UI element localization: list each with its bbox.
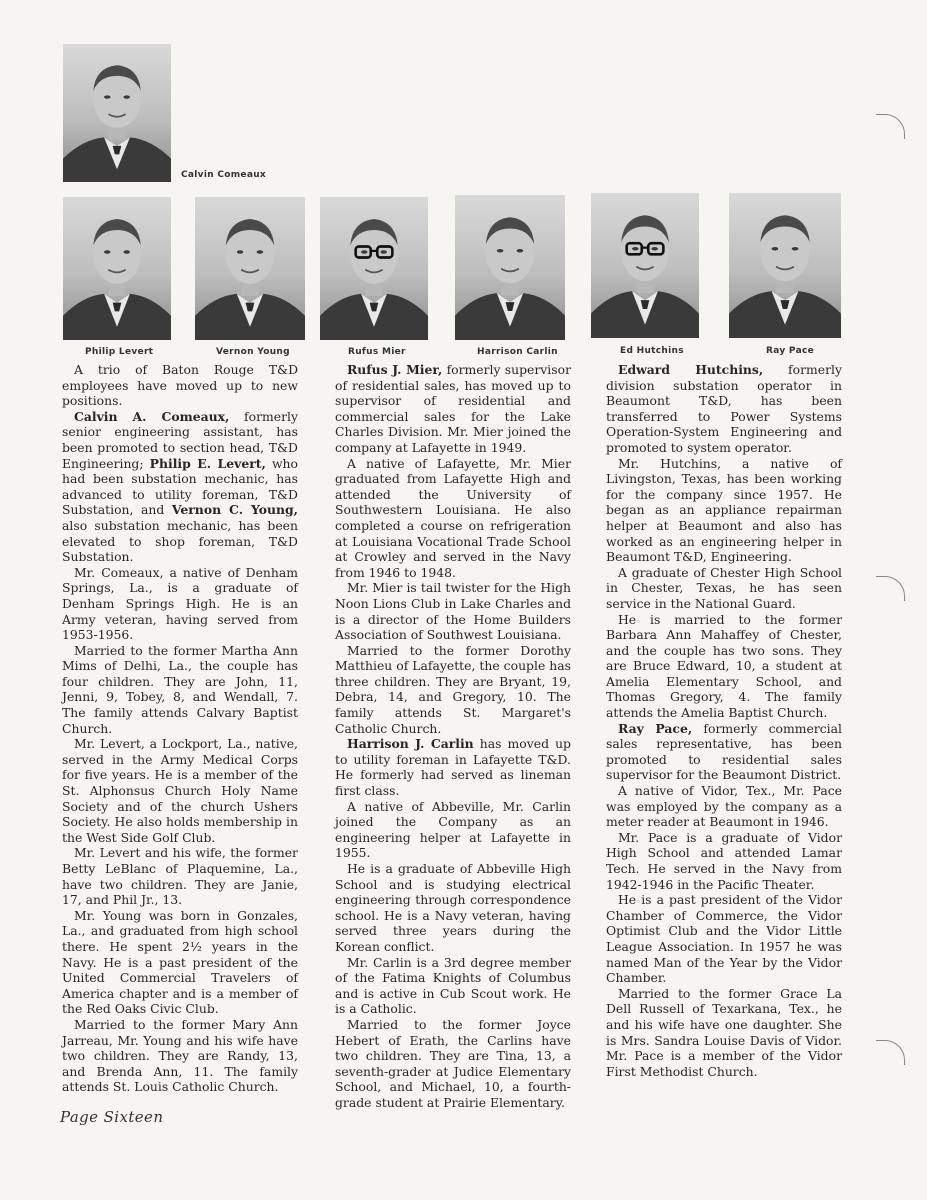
paragraph: He is married to the former Barbara Ann Mahaffey of Chester, and the couple has two sons. They are Bruce Edward, 10, a student at Amelia Elementary School, and Thomas Gregory, 4. The family attends the Amelia Baptist Church. xyxy=(606,611,842,721)
paragraph: Mr. Levert and his wife, the former Betty LeBlanc of Plaquemine, La., have two children. They are Janie, 17, and Phil Jr., 13. xyxy=(62,845,298,908)
portrait-image xyxy=(320,197,428,340)
photo-ray-pace xyxy=(729,193,841,338)
caption-philip-levert: Philip Levert xyxy=(85,347,154,357)
paragraph: Married to the former Dorothy Matthieu of Lafayette, the couple has three children. They are Bryant, 19, Debra, 14, and Gregory, 10. The family attends St. Margaret's Catholic Church. xyxy=(335,642,571,736)
paragraph: Harrison J. Carlin has moved up to utility foreman in Lafayette T&D. He formerly had served as lineman first class. xyxy=(335,736,571,799)
binder-mark xyxy=(876,114,905,139)
person-name: Calvin A. Comeaux, xyxy=(74,408,230,424)
caption-vernon-young: Vernon Young xyxy=(216,347,290,357)
paragraph: Edward Hutchins, formerly division substation operator in Beaumont T&D, has been transferred to Power Systems Operation-System Engineering and promoted to system operator. xyxy=(606,362,842,455)
paragraph: Mr. Comeaux, a native of Denham Springs, La., is a graduate of Denham Springs High. He is an Army veteran, having served from 1953-1956. xyxy=(62,564,298,643)
paragraph: Mr. Carlin is a 3rd degree member of the Fatima Knights of Columbus and is active in Cub Scout work. He is a Catholic. xyxy=(335,954,571,1017)
paragraph: Ray Pace, formerly commercial sales representative, has been promoted to residential sales supervisor for the Beaumont District. xyxy=(606,720,842,783)
paragraph: Calvin A. Comeaux, formerly senior engineering assistant, has been promoted to section head, T&D Engineering; Philip E. Levert, who had been substation mechanic, has advanced to utility foreman, T&D Substation, and Vernon C. Young, also substation mechanic, has been elevated to shop foreman, T&D Substation. xyxy=(62,408,298,565)
paragraph: Married to the former Martha Ann Mims of Delhi, La., the couple has four children. They are John, 11, Jenni, 9, Tobey, 8, and Wendall, 7. The family attends Calvary Baptist Church. xyxy=(62,642,298,736)
caption-calvin-comeaux: Calvin Comeaux xyxy=(181,170,267,180)
paragraph: Mr. Levert, a Lockport, La., native, served in the Army Medical Corps for five years. He is a member of the St. Alphonsus Church Holy Name Society and of the church Ushers Society. He also holds membership in the West Side Golf Club. xyxy=(62,736,298,845)
article-column-baton-rouge xyxy=(62,362,298,1095)
paragraph: A native of Lafayette, Mr. Mier graduated from Lafayette High and attended the University of Southwestern Louisiana. He also completed a course on refrigeration at Louisiana Vocational Trade School at Crowley and served in the Navy from 1946 to 1948. xyxy=(335,455,571,580)
portrait-image xyxy=(455,195,565,340)
photo-calvin-comeaux xyxy=(63,44,171,182)
article-column-lake-charles-lafayette xyxy=(335,362,571,1111)
paragraph: He is a past president of the Vidor Chamber of Commerce, the Vidor Optimist Club and the Vidor Little League Association. In 1957 he was named Man of the Year by the Vidor Chamber. xyxy=(606,892,842,986)
paragraph: Married to the former Grace La Dell Russell of Texarkana, Tex., he and his wife have one daughter. She is Mrs. Sandra Louise Davis of Vidor. Mr. Pace is a member of the Vidor First Methodist Church. xyxy=(606,985,842,1079)
caption-harrison-carlin: Harrison Carlin xyxy=(477,347,558,357)
paragraph: Mr. Hutchins, a native of Livingston, Texas, has been working for the company since 1957. He began as an appliance repairman helper at Beaumont and also has worked as an engineering helper in Beaumont T&D, Engineering. xyxy=(606,455,842,565)
portrait-image xyxy=(63,197,171,340)
person-name: Ray Pace, xyxy=(618,720,693,736)
portrait-image xyxy=(63,44,171,182)
photo-vernon-young xyxy=(195,197,305,340)
paragraph: Mr. Young was born in Gonzales, La., and graduated from high school there. He spent 2½ years in the Navy. He is a past president of the United Commercial Travelers of America chapter and is a member of the Red Oaks Civic Club. xyxy=(62,907,298,1017)
portrait-image xyxy=(729,193,841,338)
paragraph: He is a graduate of Abbeville High School and is studying electrical engineering through correspondence school. He is a Navy veteran, having served three years during the Korean conflict. xyxy=(335,861,571,954)
person-name: Edward Hutchins, xyxy=(618,362,764,377)
caption-rufus-mier: Rufus Mier xyxy=(348,347,406,357)
paragraph: Married to the former Mary Ann Jarreau, Mr. Young and his wife have two children. They are Randy, 13, and Brenda Ann, 11. The family attends St. Louis Catholic Church. xyxy=(62,1016,298,1095)
photo-harrison-carlin xyxy=(455,195,565,340)
paragraph: Rufus J. Mier, formerly supervisor of residential sales, has moved up to supervisor of residential and commercial sales for the Lake Charles Division. Mr. Mier joined the company at Lafayette in 1949. xyxy=(335,362,571,455)
binder-mark xyxy=(876,1040,905,1065)
binder-mark xyxy=(876,576,905,601)
paragraph: A native of Vidor, Tex., Mr. Pace was employed by the company as a meter reader at Beaumont in 1946. xyxy=(606,783,842,830)
article-column-beaumont xyxy=(606,362,842,1079)
person-name: Rufus J. Mier, xyxy=(347,362,443,377)
paragraph: A trio of Baton Rouge T&D employees have moved up to new positions. xyxy=(62,362,298,409)
page-number: Page Sixteen xyxy=(60,1108,164,1126)
portrait-image xyxy=(591,193,699,338)
paragraph: Mr. Mier is tail twister for the High Noon Lions Club in Lake Charles and is a director of the Home Builders Association of Southwest Louisiana. xyxy=(335,580,571,643)
photo-rufus-mier xyxy=(320,197,428,340)
person-name: Harrison J. Carlin xyxy=(347,736,474,752)
photo-ed-hutchins xyxy=(591,193,699,338)
paragraph: Married to the former Joyce Hebert of Erath, the Carlins have two children. They are Tina, 13, a seventh-grader at Judice Elementary School, and Michael, 10, a fourth-grade student at Prairie Elementary. xyxy=(335,1016,571,1110)
portrait-image xyxy=(195,197,305,340)
photo-philip-levert xyxy=(63,197,171,340)
person-name: Philip E. Levert, xyxy=(149,455,266,471)
paragraph: A graduate of Chester High School in Chester, Texas, he has seen service in the National Guard. xyxy=(606,564,842,611)
paragraph: A native of Abbeville, Mr. Carlin joined the Company as an engineering helper at Lafayette in 1955. xyxy=(335,798,571,861)
caption-ray-pace: Ray Pace xyxy=(766,346,814,356)
paragraph: Mr. Pace is a graduate of Vidor High School and attended Lamar Tech. He served in the Navy from 1942-1946 in the Pacific Theater. xyxy=(606,829,842,892)
person-name: Vernon C. Young, xyxy=(171,502,298,518)
caption-ed-hutchins: Ed Hutchins xyxy=(620,346,684,356)
